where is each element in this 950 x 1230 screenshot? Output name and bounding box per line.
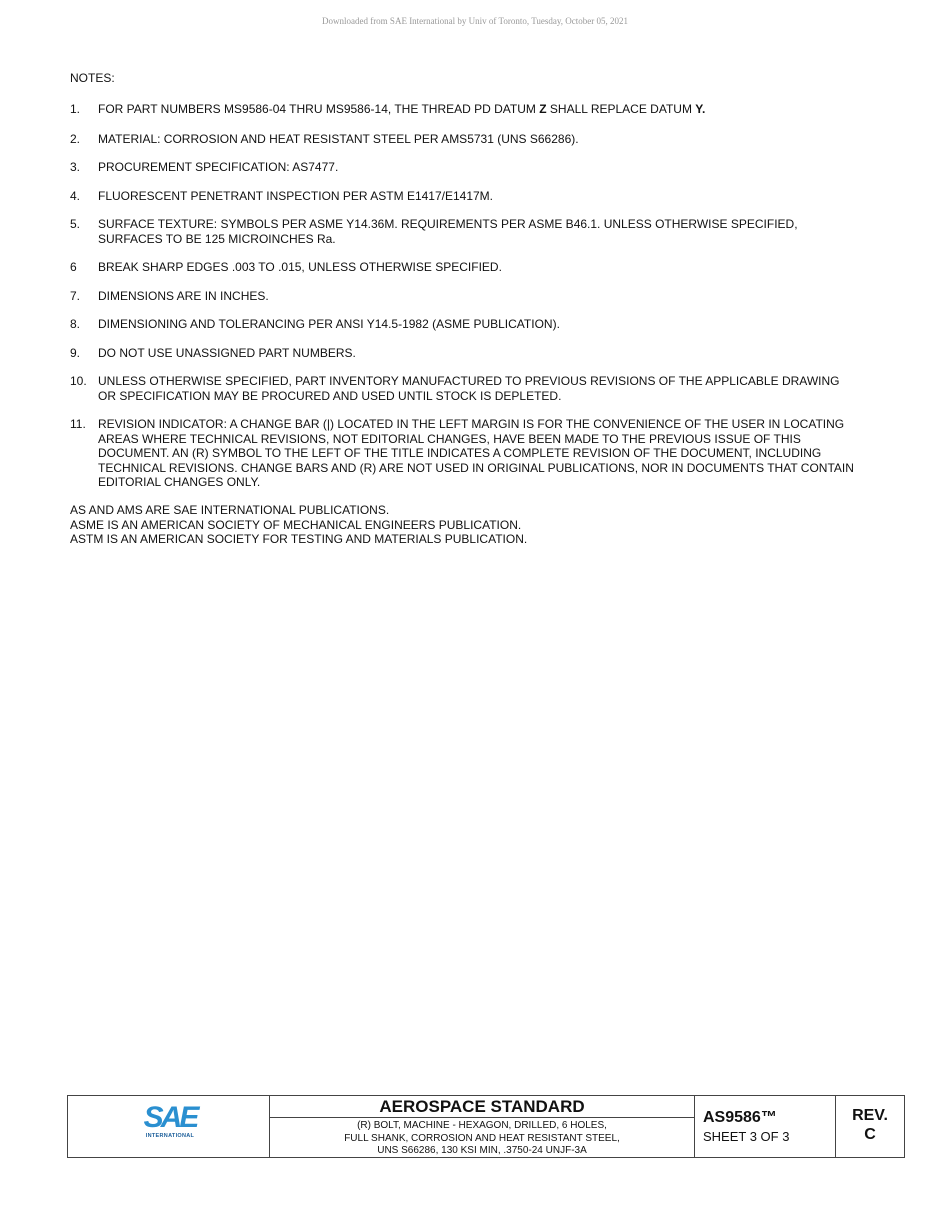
title-block-title-cell xyxy=(270,1096,695,1157)
note-1 xyxy=(70,102,860,117)
note-2 xyxy=(70,132,860,147)
note-text: DIMENSIONS ARE IN INCHES. xyxy=(98,289,269,303)
part-description xyxy=(270,1118,694,1158)
note-number: 5. xyxy=(70,217,81,231)
title-block-logo-cell xyxy=(68,1096,270,1157)
datum-z: Z xyxy=(539,102,547,116)
revision-label: REV. xyxy=(852,1107,888,1124)
standard-heading: AEROSPACE STANDARD xyxy=(270,1096,694,1118)
title-block-rev-cell xyxy=(836,1096,904,1157)
note-text: SURFACE TEXTURE: SYMBOLS PER ASME Y14.36M. REQUIREMENTS PER ASME B46.1. UNLESS OTHERWISE SPECIFIED, SURFACES TO BE 125 MICROINCHES Ra. xyxy=(98,217,798,246)
publication-line: AS AND AMS ARE SAE INTERNATIONAL PUBLICATIONS. xyxy=(70,503,390,517)
note-number: 1. xyxy=(70,102,81,116)
note-11 xyxy=(70,417,860,490)
note-number: 11. xyxy=(70,417,86,431)
note-10 xyxy=(70,374,860,403)
note-text: MATERIAL: CORROSION AND HEAT RESISTANT STEEL PER AMS5731 (UNS S66286). xyxy=(98,132,579,146)
download-watermark: Downloaded from SAE International by Univ of Toronto, Tuesday, October 05, 2021 xyxy=(321,16,629,26)
title-block-doc-cell xyxy=(695,1096,836,1157)
sheet-indicator: SHEET 3 OF 3 xyxy=(703,1129,790,1144)
description-line: UNS S66286, 130 KSI MIN, .3750-24 UNJF-3A xyxy=(377,1145,587,1156)
description-line: (R) BOLT, MACHINE - HEXAGON, DRILLED, 6 HOLES, xyxy=(357,1120,607,1131)
sae-logo-mark: SAE xyxy=(143,1101,197,1134)
note-number: 9. xyxy=(70,346,81,360)
note-8 xyxy=(70,317,860,332)
notes-title: NOTES: xyxy=(70,71,115,85)
note-text: PROCUREMENT SPECIFICATION: AS7477. xyxy=(98,160,339,174)
note-number: 8. xyxy=(70,317,81,331)
note-5 xyxy=(70,217,860,246)
description-line: FULL SHANK, CORROSION AND HEAT RESISTANT STEEL, xyxy=(344,1132,620,1144)
note-number: 4. xyxy=(70,189,81,203)
note-text: UNLESS OTHERWISE SPECIFIED, PART INVENTORY MANUFACTURED TO PREVIOUS REVISIONS OF THE APPLICABLE DRAWING OR SPECIFICATION MAY BE PROCURED AND USED UNTIL STOCK IS DEPLETED. xyxy=(98,374,840,403)
note-text-part: FOR PART NUMBERS MS9586-04 THRU MS9586-14, THE THREAD PD DATUM xyxy=(98,102,540,116)
datum-y: Y. xyxy=(695,102,706,116)
note-4 xyxy=(70,189,860,204)
note-text: DO NOT USE UNASSIGNED PART NUMBERS. xyxy=(98,346,356,360)
note-number: 6 xyxy=(70,260,77,274)
note-text xyxy=(98,102,860,117)
sae-logo-sub: INTERNATIONAL xyxy=(145,1133,195,1139)
title-block xyxy=(67,1095,905,1158)
publication-references xyxy=(70,503,527,547)
publication-line: ASME IS AN AMERICAN SOCIETY OF MECHANICAL ENGINEERS PUBLICATION. xyxy=(70,517,522,532)
note-text: BREAK SHARP EDGES .003 TO .015, UNLESS OTHERWISE SPECIFIED. xyxy=(98,260,502,274)
note-3 xyxy=(70,160,860,175)
note-text: REVISION INDICATOR: A CHANGE BAR (|) LOCATED IN THE LEFT MARGIN IS FOR THE CONVENIENCE OF THE USER IN LOCATING AREAS WHERE TECHNICAL REVISIONS, NOT EDITORIAL CHANGES, HAVE BEEN MADE TO THE PREVIOUS ISSUE OF THIS DOCUMENT. AN (R) SYMBOL TO THE LEFT OF THE TITLE INDICATES A COMPLETE REVISION OF THE DOCUMENT, INCLUDING TECHNICAL REVISIONS. CHANGE BARS AND (R) ARE NOT USED IN ORIGINAL PUBLICATIONS, NOR IN DOCUMENTS THAT CONTAIN EDITORIAL CHANGES ONLY. xyxy=(98,417,854,489)
note-text-part: SHALL REPLACE DATUM xyxy=(546,102,696,116)
note-9 xyxy=(70,346,860,361)
publication-line: ASTM IS AN AMERICAN SOCIETY FOR TESTING AND MATERIALS PUBLICATION. xyxy=(70,532,528,546)
note-text: DIMENSIONING AND TOLERANCING PER ANSI Y14.5-1982 (ASME PUBLICATION). xyxy=(98,317,560,331)
note-number: 3. xyxy=(70,160,81,174)
document-number: AS9586™ xyxy=(703,1109,777,1126)
note-number: 2. xyxy=(70,132,81,146)
note-7 xyxy=(70,289,860,304)
sae-logo xyxy=(140,1101,200,1139)
note-number: 7. xyxy=(70,289,81,303)
note-6 xyxy=(70,260,860,275)
revision-value: C xyxy=(864,1126,876,1143)
note-text: FLUORESCENT PENETRANT INSPECTION PER ASTM E1417/E1417M. xyxy=(98,189,494,203)
note-number: 10. xyxy=(70,374,87,388)
